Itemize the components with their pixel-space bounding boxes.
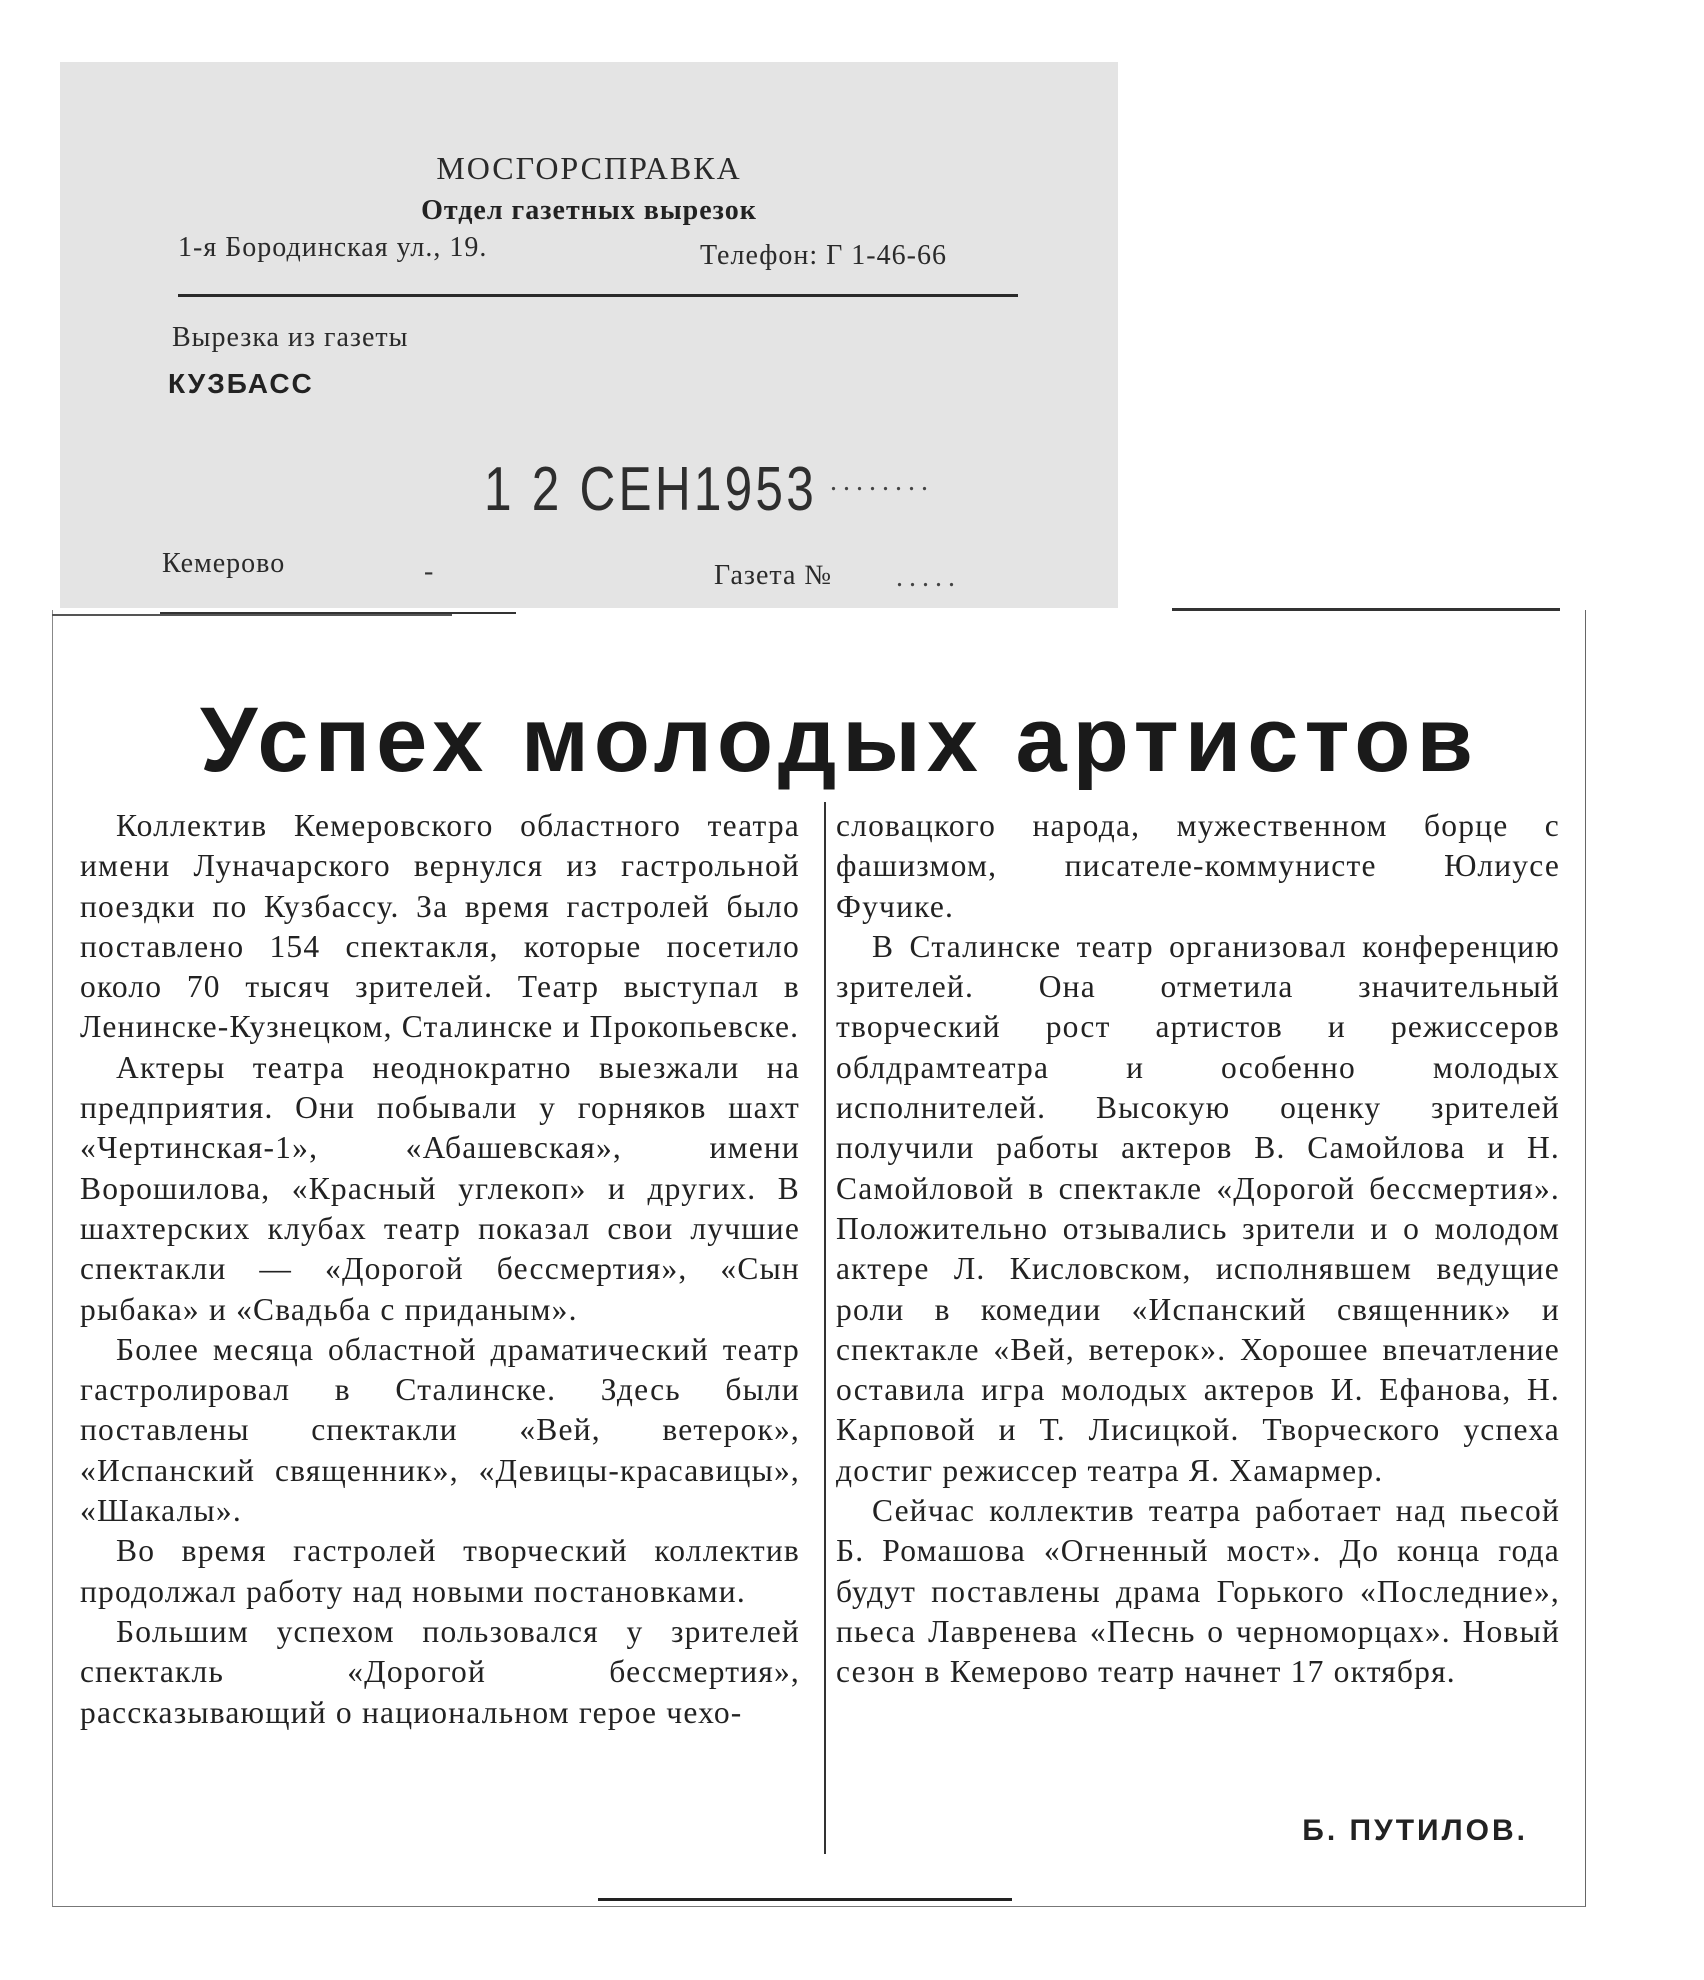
top-rule-left: [52, 614, 452, 616]
date-dots: ........: [830, 466, 934, 497]
newspaper-name: КУЗБАСС: [168, 368, 314, 399]
paragraph: Во время гастролей творческий коллектив продолжал работу над новыми постановками.: [80, 1533, 800, 1609]
paragraph: В Сталинске театр организовал конференцию зрителей. Она отметила значительный творческий рост артистов и режиссеров облдрамтеатра и особенно молодых исполнителей. Высокую оценку зрителей получили работы актеров В. Самойлова и Н. Самойловой в спектакле «Дорогой бессмертия». Положительно отзывались зрители и о молодом актере Л. Кисловском, исполнявшем ведущие роли в комедии «Испанский священник» и спектакле «Вей, ветерок». Хорошее впечатление оставила игра молодых актеров И. Ефанова, Н. Карповой и Т. Лисицкой. Творческого успеха достиг режиссер театра Я. Хамармер.: [836, 928, 1560, 1488]
article-headline: Успех молодых артистов: [200, 689, 1480, 791]
paragraph: Сейчас коллектив театра работает над пьесой Б. Ромашова «Огненный мост». До конца года будут поставлены драма Горького «Последние», пьеса Лавренева «Песнь о черноморцах». Новый сезон в Кемерово театр начнет 17 октября.: [836, 1493, 1560, 1690]
paragraph: Актеры театра неоднократно выезжали на предприятия. Они побывали у горняков шахт «Чертинская-1», «Абашевская», имени Ворошилова, «Красный углекоп» и других. В шахтерских клубах театр показал свои лучшие спектакли — «Дорогой бессмертия», «Сын рыбака» и «Свадьба с приданым».: [80, 1049, 800, 1327]
bottom-rule: [598, 1898, 1012, 1901]
agency-phone: Телефон: Г 1-46-66: [700, 240, 947, 271]
author-signature: Б. ПУТИЛОВ.: [1302, 1814, 1528, 1847]
clipping-from-label: Вырезка из газеты: [172, 322, 409, 353]
header-divider: [178, 294, 1018, 297]
issue-number-label: Газета №: [714, 560, 833, 591]
department-name: Отдел газетных вырезок: [421, 195, 757, 226]
article-left-column: [80, 806, 800, 1733]
city-name: Кемерово: [162, 548, 286, 579]
paragraph-continuation: словацкого народа, мужественном борце с фашизмом, писателе-коммунисте Юлиусе Фучике.: [836, 808, 1560, 924]
article-right-column: [836, 806, 1560, 1693]
paragraph: Более месяца областной драматический театр гастролировал в Сталинске. Здесь были поставлены спектакли «Вей, ветерок», «Испанский священник», «Девицы-красавицы», «Шакалы».: [80, 1331, 800, 1529]
column-divider: [824, 802, 826, 1854]
clipping-service-label: [60, 62, 1118, 608]
agency-address: 1-я Бородинская ул., 19.: [178, 232, 488, 263]
paragraph: Большим успехом пользовался у зрителей спектакль «Дорогой бессмертия», рассказывающий о национальном герое чехо-: [80, 1613, 800, 1730]
agency-name: МОСГОРСПРАВКА: [436, 150, 742, 186]
paragraph: Коллектив Кемеровского областного театра имени Луначарского вернулся из гастрольной поездки по Кузбассу. За время гастролей было поставлено 154 спектакля, которые посетило около 70 тысяч зрителей. Театр выступал в Ленинске-Кузнецком, Сталинске и Прокопьевске.: [80, 808, 800, 1045]
city-dash: -: [424, 556, 434, 587]
top-rule-right: [1172, 608, 1560, 611]
date-stamp: 1 2 СЕН1953: [484, 455, 817, 524]
issue-number-dots: .....: [896, 562, 961, 593]
